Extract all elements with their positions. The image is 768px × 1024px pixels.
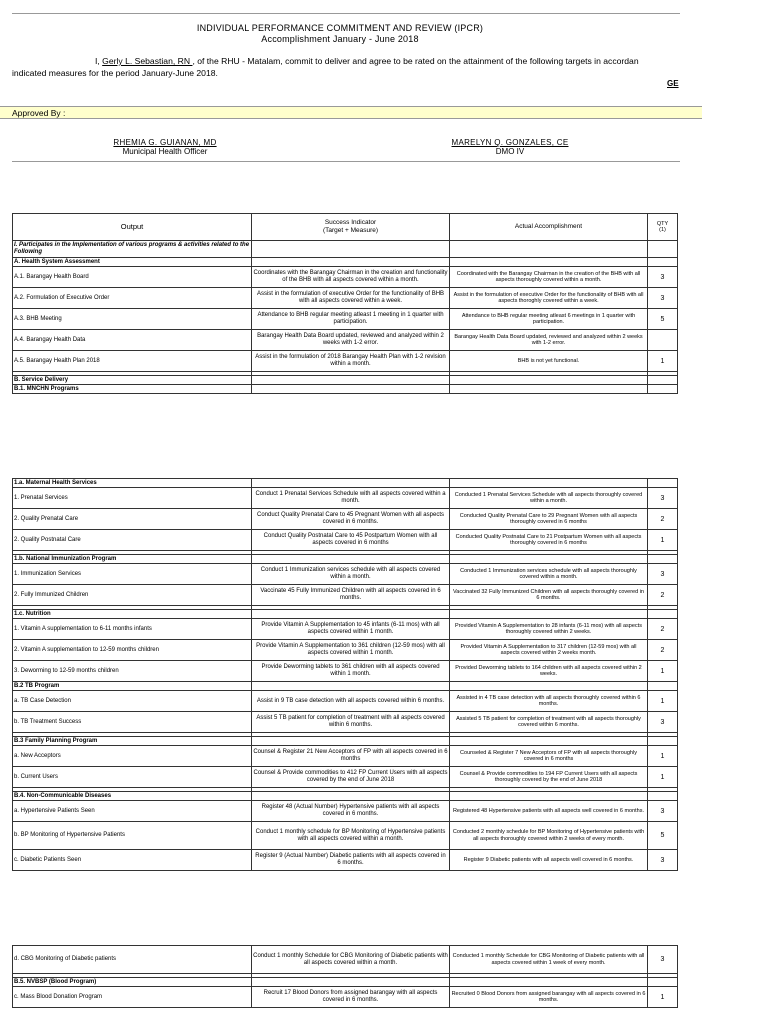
empty-cell [648, 479, 678, 488]
empty-cell [450, 258, 648, 267]
section-row [13, 610, 678, 619]
qty-cell: 2 [648, 619, 678, 640]
indicator-cell: Provide Vitamin A Supplementation to 45 infants (6-11 mos) with all aspects covered within 1 month. [252, 619, 450, 640]
indicator-cell: Assist 5 TB patient for completion of treatment with all aspects covered within 6 months. [252, 712, 450, 733]
qty-cell: 3 [648, 488, 678, 509]
output-cell: a. TB Case Detection [13, 691, 252, 712]
pledge-line-2: indicated measures for the period January-June 2018. [12, 68, 218, 78]
table-row [13, 987, 678, 1008]
qty-cell: 3 [648, 712, 678, 733]
qty-cell: 1 [648, 746, 678, 767]
empty-cell [450, 792, 648, 801]
output-cell: A.3. BHB Meeting [13, 309, 252, 330]
table-row [13, 946, 678, 974]
indicator-cell: Register 9 (Actual Number) Diabetic patients with all aspects covered in 6 months. [252, 850, 450, 871]
section-row [13, 978, 678, 987]
output-cell: A.5. Barangay Health Plan 2018 [13, 351, 252, 372]
indicator-label: Success Indicator [324, 219, 377, 226]
divider [12, 161, 680, 162]
section-label: A. Health System Assessment [13, 258, 252, 267]
actual-cell: Provided Vitamin A Supplementation to 28 infants (6-11 mos) with all aspects thoroughly covered within 2 weeks. [450, 619, 648, 640]
table-row [13, 288, 678, 309]
ge-fragment: GE [667, 79, 679, 88]
indicator-cell: Provide Vitamin A Supplementation to 361 children (12-59 mos) with all aspects covered within 1 month. [252, 640, 450, 661]
table-row [13, 267, 678, 288]
output-cell: d. CBG Monitoring of Diabetic patients [13, 946, 252, 974]
table-row [13, 767, 678, 788]
ipcr-table-continued [12, 478, 678, 871]
output-cell: 1. Vitamin A supplementation to 6-11 months infants [13, 619, 252, 640]
indicator-cell: Assist in the formulation of 2018 Barangay Health Plan with 1-2 revision within a month. [252, 351, 450, 372]
actual-cell: Conducted 2 monthly schedule for BP Monitoring of Hypertensive patients with all aspects thoroughly covered within 2 weeks of every month. [450, 822, 648, 850]
indicator-cell: Assist in 9 TB case detection with all aspects covered within 6 months. [252, 691, 450, 712]
actual-cell: Coordinated with the Barangay Chairman in the creation of the BHB with all aspects thoroughly covered within a month. [450, 267, 648, 288]
table-row [13, 309, 678, 330]
col-header-output: Output [13, 214, 252, 241]
output-cell: A.1. Barangay Health Board [13, 267, 252, 288]
indicator-cell: Provide Deworming tablets to 361 children with all aspects covered within 1 month. [252, 661, 450, 682]
ipcr-table-page2 [12, 945, 678, 1008]
qty-label: QTY [656, 221, 669, 227]
qty-cell: 2 [648, 509, 678, 530]
section-row [13, 737, 678, 746]
section-label: I. Participates in the Implementation of various programs & activities related to the Following [13, 241, 252, 258]
table-row [13, 509, 678, 530]
indicator-cell: Barangay Health Data Board updated, reviewed and analyzed within 2 weeks with 1-2 error. [252, 330, 450, 351]
qty-cell: 1 [648, 530, 678, 551]
empty-cell [252, 792, 450, 801]
actual-cell: Assisted 5 TB patient for completion of treatment with all aspects thoroughly covered within 6 months. [450, 712, 648, 733]
qty-cell: 1 [648, 661, 678, 682]
section-row [13, 241, 678, 258]
section-label: B.2 TB Program [13, 682, 252, 691]
table-row [13, 712, 678, 733]
actual-cell: Provided Vitamin A Supplementation to 317 children (12-59 mos) with all aspects covered within 2 weeks month. [450, 640, 648, 661]
empty-cell [450, 479, 648, 488]
qty-cell: 3 [648, 850, 678, 871]
section-row [13, 385, 678, 394]
section-row [13, 479, 678, 488]
section-label: 1.a. Maternal Health Services [13, 479, 252, 488]
table-row [13, 530, 678, 551]
table-row [13, 564, 678, 585]
actual-cell: Counsel & Provide commodities to 194 FP Current Users with all aspects thoroughly covered by the end of June 2018 [450, 767, 648, 788]
empty-cell [648, 241, 678, 258]
signatory-dmo [445, 138, 575, 156]
signatory-title: DMO IV [495, 147, 525, 156]
col-header-qty [648, 214, 678, 241]
actual-cell: BHB is not yet functional. [450, 351, 648, 372]
output-cell: 2. Quality Postnatal Care [13, 530, 252, 551]
qty-cell: 1 [648, 691, 678, 712]
indicator-cell: Vaccinate 45 Fully Immunized Children with all aspects covered in 6 months. [252, 585, 450, 606]
section-row [13, 792, 678, 801]
table-row [13, 640, 678, 661]
table-row [13, 822, 678, 850]
actual-cell: Conducted 1 Prenatal Services Schedule with all aspects thoroughly covered within a month. [450, 488, 648, 509]
indicator-cell: Conduct 1 Immunization services schedule with all aspects covered within a month. [252, 564, 450, 585]
section-label: B.5. NVBSP (Blood Program) [13, 978, 252, 987]
empty-cell [450, 376, 648, 385]
section-row [13, 555, 678, 564]
top-border [12, 13, 680, 14]
indicator-cell: Counsel & Provide commodities to 412 FP Current Users with all aspects covered by the end of June 2018 [252, 767, 450, 788]
pledge-name: Gerly L. Sebastian, RN [102, 56, 193, 66]
output-cell: a. Hypertensive Patients Seen [13, 801, 252, 822]
actual-cell: Assisted in 4 TB case detection with all aspects thoroughly covered within 6 months. [450, 691, 648, 712]
indicator-cell: Conduct 1 Prenatal Services Schedule with all aspects covered within a month. [252, 488, 450, 509]
ipcr-table-main [12, 213, 678, 394]
output-cell: c. Diabetic Patients Seen [13, 850, 252, 871]
signatory-name: RHEMIA G. GUIANAN, MD [113, 138, 217, 147]
table-row [13, 330, 678, 351]
qty-cell: 5 [648, 822, 678, 850]
pledge-prefix: I, [95, 56, 103, 66]
actual-cell: Registered 48 Hypertensive patients with all aspects well covered in 6 months. [450, 801, 648, 822]
indicator-cell: Conduct 1 monthly Schedule for CBG Monitoring of Diabetic patients with all aspects covered within a month. [252, 946, 450, 974]
actual-cell: Attendance to BHB regular meeting atleast 6 meetings in 1 quarter with participation. [450, 309, 648, 330]
col-header-actual: Actual Accomplishment [450, 214, 648, 241]
section-label: B.1. MNCHN Programs [13, 385, 252, 394]
empty-cell [450, 385, 648, 394]
output-cell: 1. Prenatal Services [13, 488, 252, 509]
output-cell: c. Mass Blood Donation Program [13, 987, 252, 1008]
section-label: B.4. Non-Communicable Diseases [13, 792, 252, 801]
empty-cell [450, 978, 648, 987]
empty-cell [648, 258, 678, 267]
section-label: B. Service Delivery [13, 376, 252, 385]
section-label: 1.b. National Immunization Program [13, 555, 252, 564]
indicator-cell: Register 48 (Actual Number) Hypertensive patients with all aspects covered in 6 months. [252, 801, 450, 822]
qty-cell: 1 [648, 987, 678, 1008]
indicator-sublabel: (Target + Measure) [322, 227, 379, 234]
section-row [13, 376, 678, 385]
qty-cell [648, 330, 678, 351]
form-subtitle: Accomplishment January - June 2018 [261, 34, 419, 44]
actual-cell: Conducted 1 Immunization services schedule with all aspects thoroughly covered within a month. [450, 564, 648, 585]
qty-cell: 3 [648, 564, 678, 585]
form-title: INDIVIDUAL PERFORMANCE COMMITMENT AND REVIEW (IPCR) [196, 23, 484, 33]
indicator-cell: Coordinates with the Barangay Chairman in the creation and functionality of the BHB with all aspects covered within a month. [252, 267, 450, 288]
qty-cell: 2 [648, 585, 678, 606]
empty-cell [648, 385, 678, 394]
output-cell: 2. Vitamin A supplementation to 12-59 months children [13, 640, 252, 661]
signatory-title: Municipal Health Officer [122, 147, 208, 156]
output-cell: a. New Acceptors [13, 746, 252, 767]
empty-cell [252, 978, 450, 987]
empty-cell [252, 258, 450, 267]
table-row [13, 619, 678, 640]
empty-cell [252, 241, 450, 258]
output-cell: b. TB Treatment Success [13, 712, 252, 733]
signatory-mho [100, 138, 230, 156]
empty-cell [450, 682, 648, 691]
output-cell: 1. Immunization Services [13, 564, 252, 585]
empty-cell [450, 241, 648, 258]
empty-cell [252, 376, 450, 385]
actual-cell: Conducted Quality Postnatal Care to 21 Postpartum Women with all aspects thoroughly covered in 6 months [450, 530, 648, 551]
actual-cell: Conducted Quality Prenatal Care to 29 Pregnant Women with all aspects thoroughly covered in 6 months [450, 509, 648, 530]
actual-cell: Conducted 1 monthly Schedule for CBG Monitoring of Diabetic patients with all aspects covered within 1 week of every month. [450, 946, 648, 974]
output-cell: 2. Quality Prenatal Care [13, 509, 252, 530]
qty-cell: 3 [648, 288, 678, 309]
pledge-suffix: , of the RHU - Matalam, commit to deliver and agree to be rated on the attainment of the following targets in accordan [192, 56, 639, 66]
col-header-indicator [252, 214, 450, 241]
actual-cell: Vaccinated 32 Fully Immunized Children with all aspects thoroughly covered in 6 months. [450, 585, 648, 606]
indicator-cell: Counsel & Register 21 New Acceptors of FP with all aspects covered in 6 months [252, 746, 450, 767]
empty-cell [648, 737, 678, 746]
section-row [13, 258, 678, 267]
output-cell: A.2. Formulation of Executive Order [13, 288, 252, 309]
empty-cell [450, 737, 648, 746]
empty-cell [450, 610, 648, 619]
output-cell: 3. Deworming to 12-59 months children [13, 661, 252, 682]
table-row [13, 488, 678, 509]
output-cell: b. BP Monitoring of Hypertensive Patients [13, 822, 252, 850]
qty-cell: 3 [648, 946, 678, 974]
qty-cell: 1 [648, 767, 678, 788]
actual-cell: Assist in the formulation of executive Order for the functionality of BHB with all aspects thoroghly covered within a week. [450, 288, 648, 309]
table-row [13, 801, 678, 822]
approved-by-label: Approved By : [12, 108, 66, 118]
empty-cell [252, 737, 450, 746]
column-header-row [13, 214, 678, 241]
indicator-cell: Conduct 1 monthly schedule for BP Monitoring of Hypertensive patients with all aspects covered within a month. [252, 822, 450, 850]
output-cell: b. Current Users [13, 767, 252, 788]
indicator-cell: Recruit 17 Blood Donors from assigned barangay with all aspects covered in 6 months. [252, 987, 450, 1008]
qty-cell: 1 [648, 351, 678, 372]
output-cell: 2. Fully Immunized Children [13, 585, 252, 606]
empty-cell [648, 682, 678, 691]
actual-cell: Barangay Health Data Board updated, reviewed and analyzed within 2 weeks with 1-2 error. [450, 330, 648, 351]
actual-cell: Register 9 Diabetic patients with all aspects well covered in 6 months. [450, 850, 648, 871]
indicator-cell: Assist in the formulation of executive Order for the functionality of BHB with all aspects covered within a week. [252, 288, 450, 309]
qty-cell: 3 [648, 801, 678, 822]
qty-cell: 2 [648, 640, 678, 661]
indicator-cell: Attendance to BHB regular meeting atleast 1 meeting in 1 quarter with participation. [252, 309, 450, 330]
signatory-name: MARELYN Q. GONZALES, CE [451, 138, 569, 147]
approved-by-row [0, 106, 702, 119]
section-label: 1.c. Nutrition [13, 610, 252, 619]
empty-cell [450, 555, 648, 564]
empty-cell [252, 385, 450, 394]
section-label: B.3 Family Planning Program [13, 737, 252, 746]
empty-cell [252, 555, 450, 564]
qty-cell: 5 [648, 309, 678, 330]
table-row [13, 585, 678, 606]
table-row [13, 691, 678, 712]
table-row [13, 850, 678, 871]
section-row [13, 682, 678, 691]
output-cell: A.4. Barangay Health Data [13, 330, 252, 351]
empty-cell [648, 610, 678, 619]
table-row [13, 661, 678, 682]
actual-cell: Recruited 0 Blood Donors from assigned barangay with all aspects covered in 6 months. [450, 987, 648, 1008]
empty-cell [648, 555, 678, 564]
indicator-cell: Conduct Quality Prenatal Care to 45 Pregnant Women with all aspects covered in 6 months. [252, 509, 450, 530]
empty-cell [648, 978, 678, 987]
empty-cell [648, 376, 678, 385]
actual-cell: Counseled & Register 7 New Acceptors of FP with all aspects thoroughly covered in 6 months [450, 746, 648, 767]
indicator-cell: Conduct Quality Postnatal Care to 45 Postpartum Women with all aspects covered in 6 months [252, 530, 450, 551]
table-row [13, 746, 678, 767]
table-row [13, 351, 678, 372]
empty-cell [648, 792, 678, 801]
pledge-line [95, 56, 680, 66]
empty-cell [252, 682, 450, 691]
empty-cell [252, 610, 450, 619]
empty-cell [252, 479, 450, 488]
qty-cell: 3 [648, 267, 678, 288]
qty-sublabel: (1) [659, 227, 666, 233]
actual-cell: Provided Deworming tablets to 164 children with all aspects covered within 2 weeks. [450, 661, 648, 682]
